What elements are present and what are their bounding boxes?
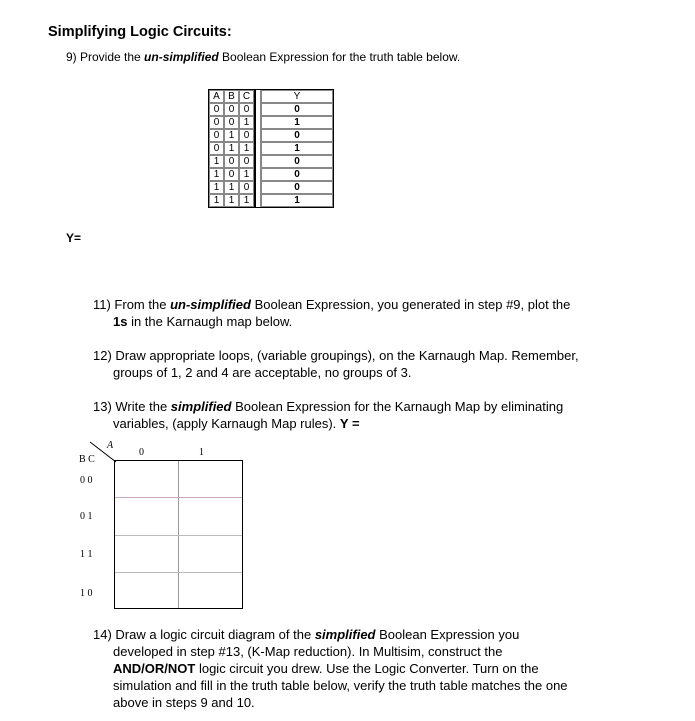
cell-a: 1	[209, 181, 224, 194]
question-12	[93, 347, 623, 381]
column-gap	[254, 155, 261, 168]
cell-y: 0	[261, 155, 333, 168]
q14-mid: Boolean Expression you	[375, 627, 520, 642]
cell-y: 1	[261, 116, 333, 129]
y-answer-label: Y=	[66, 231, 82, 245]
header-y: Y	[261, 90, 333, 103]
q9-emphasis: un-simplified	[144, 50, 219, 64]
section-title: Simplifying Logic Circuits:	[48, 24, 232, 40]
cell-y: 1	[261, 194, 333, 207]
q13-prefix: 13) Write the	[93, 399, 171, 414]
table-row	[209, 129, 333, 142]
table-row	[209, 194, 333, 207]
column-gap	[254, 129, 261, 142]
kmap-col-label-1: 1	[199, 447, 204, 458]
kmap-row-divider	[115, 497, 242, 498]
cell-a: 0	[209, 116, 224, 129]
table-row	[209, 142, 333, 155]
table-row	[209, 155, 333, 168]
cell-b: 1	[224, 194, 239, 207]
q14-bold: AND/OR/NOT	[113, 661, 196, 676]
table-row	[209, 181, 333, 194]
cell-c: 1	[239, 168, 254, 181]
cell-c: 0	[239, 181, 254, 194]
cell-a: 1	[209, 194, 224, 207]
q11-emphasis: un-simplified	[170, 297, 251, 312]
q13-line2: variables, (apply Karnaugh Map rules).	[113, 416, 340, 431]
kmap-row-label-00: 0 0	[80, 475, 93, 486]
cell-b: 0	[224, 116, 239, 129]
kmap-row-label-01: 0 1	[80, 511, 93, 522]
cell-y: 1	[261, 142, 333, 155]
q13-line2-wrap	[93, 415, 623, 432]
question-11	[93, 296, 613, 330]
q14-line4: simulation and fill in the truth table below, verify the truth table matches the one	[113, 678, 568, 693]
cell-a: 1	[209, 168, 224, 181]
cell-a: 0	[209, 129, 224, 142]
cell-y: 0	[261, 103, 333, 116]
column-gap	[254, 181, 261, 194]
q14-line5: above in steps 9 and 10.	[113, 695, 255, 710]
cell-b: 1	[224, 181, 239, 194]
column-gap	[254, 103, 261, 116]
q14-line3-wrap	[93, 660, 613, 677]
q12-line2: groups of 1, 2 and 4 are acceptable, no groups of 3.	[113, 365, 412, 380]
cell-c: 1	[239, 194, 254, 207]
kmap-row-label-10: 1 0	[80, 588, 93, 599]
q11-ones: 1s	[113, 314, 128, 329]
q13-emphasis: simplified	[170, 399, 232, 414]
q9-prefix: 9) Provide the	[66, 50, 145, 64]
column-gap	[254, 194, 261, 207]
question-9	[66, 50, 460, 64]
cell-c: 1	[239, 142, 254, 155]
kmap-row-divider	[115, 572, 242, 573]
kmap-row-label-11: 1 1	[80, 549, 93, 560]
header-c: C	[239, 90, 254, 103]
table-row	[209, 168, 333, 181]
q14-prefix: 14) Draw a logic circuit diagram of the	[93, 627, 315, 642]
q13-mid: Boolean Expression for the Karnaugh Map by eliminating	[231, 399, 564, 414]
column-gap	[254, 168, 261, 181]
q11-line2	[93, 313, 613, 330]
q13-y-equals: Y =	[339, 416, 360, 431]
kmap-grid[interactable]	[114, 460, 243, 609]
column-gap	[254, 142, 261, 155]
cell-y: 0	[261, 168, 333, 181]
q11-suffix: in the Karnaugh map below.	[127, 314, 293, 329]
q12-line1: 12) Draw appropriate loops, (variable groupings), on the Karnaugh Map. Remember,	[93, 348, 579, 363]
header-b: B	[224, 90, 239, 103]
q9-suffix: Boolean Expression for the truth table below.	[218, 50, 461, 64]
truth-table	[208, 89, 334, 208]
cell-b: 0	[224, 168, 239, 181]
cell-c: 0	[239, 155, 254, 168]
cell-b: 1	[224, 142, 239, 155]
cell-b: 0	[224, 155, 239, 168]
column-gap	[254, 116, 261, 129]
truth-table-header-row	[209, 90, 333, 103]
kmap-col-label-0: 0	[139, 447, 144, 458]
kmap-corner-bc: B C	[79, 454, 95, 465]
cell-c: 1	[239, 116, 254, 129]
kmap-corner-a: A	[107, 440, 114, 451]
q11-mid: Boolean Expression, you generated in step #9, plot the	[250, 297, 571, 312]
q14-line3: logic circuit you drew. Use the Logic Converter. Turn on the	[195, 661, 539, 676]
header-a: A	[209, 90, 224, 103]
kmap-row-divider	[115, 535, 242, 536]
table-row	[209, 103, 333, 116]
cell-a: 0	[209, 142, 224, 155]
cell-b: 0	[224, 103, 239, 116]
question-14	[93, 626, 613, 711]
cell-c: 0	[239, 129, 254, 142]
table-row	[209, 116, 333, 129]
question-13	[93, 398, 623, 432]
q14-emphasis: simplified	[314, 627, 376, 642]
cell-y: 0	[261, 129, 333, 142]
cell-a: 1	[209, 155, 224, 168]
cell-a: 0	[209, 103, 224, 116]
cell-c: 0	[239, 103, 254, 116]
cell-y: 0	[261, 181, 333, 194]
q11-prefix: 11) From the	[93, 297, 171, 312]
cell-b: 1	[224, 129, 239, 142]
q14-line2: developed in step #13, (K-Map reduction). In Multisim, construct the	[113, 644, 503, 659]
column-gap	[254, 90, 261, 103]
